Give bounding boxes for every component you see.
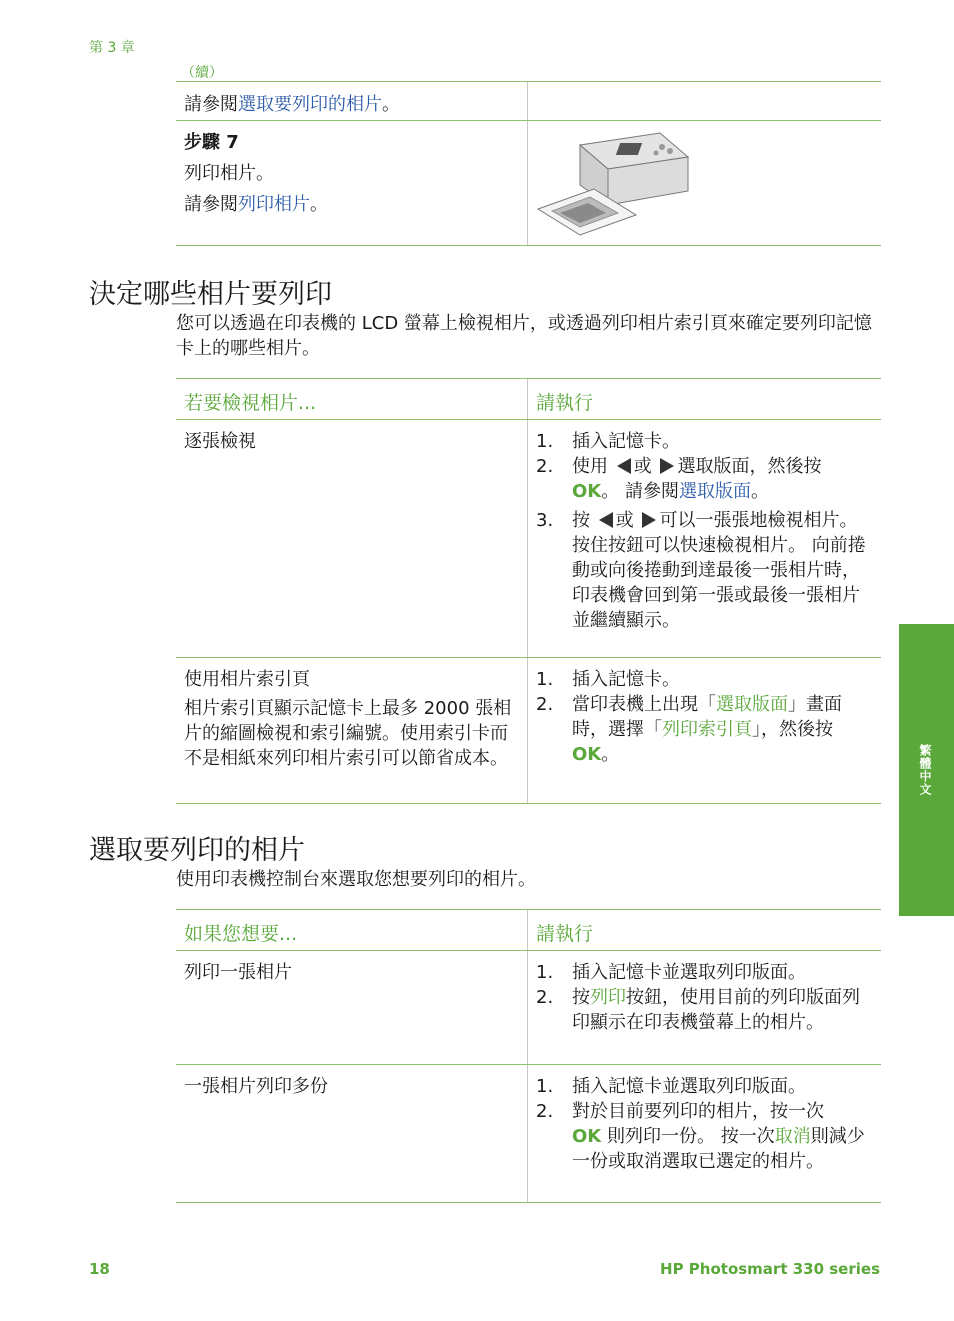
text-suffix: 。 bbox=[382, 94, 400, 115]
list-item: 2. 使用 或 選取版面，然後按 OK。 請參閱選取版面。 bbox=[536, 456, 822, 502]
step-text: 列印相片。 bbox=[184, 163, 274, 184]
steps-list bbox=[536, 960, 873, 1035]
header-cell-left: 若要檢視相片... bbox=[176, 379, 528, 419]
print-index-label: 列印索引頁 bbox=[662, 719, 752, 740]
header-cell-right: 請執行 bbox=[536, 392, 594, 414]
section-title-decide: 決定哪些相片要列印 bbox=[89, 279, 332, 310]
printer-illustration bbox=[532, 127, 692, 237]
select-photos-table bbox=[176, 909, 881, 1203]
header-cell-right: 請執行 bbox=[536, 923, 594, 945]
table-row bbox=[176, 951, 881, 1065]
text-prefix: 請參閱 bbox=[184, 94, 238, 115]
list-item: 1. 插入記憶卡並選取列印版面。 bbox=[536, 1076, 806, 1097]
language-label: 繁體中文 bbox=[918, 744, 932, 796]
list-item: 2. 對於目前要列印的相片，按一次 OK 則列印一份。 按一次取消則減少一份或取消選取已選定的相片。 bbox=[536, 1101, 865, 1172]
row-description: 相片索引頁顯示記憶卡上最多 2000 張相片的縮圖檢視和索引編號。使用索引卡而不是相紙來列印相片索引可以節省成本。 bbox=[184, 698, 512, 769]
text-prefix: 請參閱 bbox=[184, 194, 238, 215]
ok-button-label: OK bbox=[572, 481, 602, 502]
continued-label: （續） bbox=[181, 65, 223, 81]
link-print-photos[interactable]: 列印相片 bbox=[238, 194, 310, 215]
row-title: 逐張檢視 bbox=[184, 431, 256, 452]
list-item: 1. 插入記憶卡並選取列印版面。 bbox=[536, 962, 806, 983]
table-header-row bbox=[176, 909, 881, 951]
ok-button-label: OK bbox=[572, 744, 602, 765]
list-item: 1. 插入記憶卡。 bbox=[536, 669, 680, 690]
list-item: 1. 插入記憶卡。 bbox=[536, 431, 680, 452]
table-row bbox=[176, 420, 881, 658]
list-item: 2. 按列印按鈕，使用目前的列印版面列印顯示在印表機螢幕上的相片。 bbox=[536, 987, 860, 1033]
step-title: 步驟 7 bbox=[184, 132, 239, 153]
header-cell-left: 如果您想要... bbox=[176, 910, 528, 950]
cancel-button-label: 取消 bbox=[774, 1126, 811, 1147]
section-intro: 使用印表機控制台來選取您想要列印的相片。 bbox=[176, 869, 536, 890]
print-button-label: 列印 bbox=[590, 987, 626, 1008]
view-photos-table bbox=[176, 378, 881, 804]
row-title: 列印一張相片 bbox=[184, 962, 292, 983]
link-select-layout[interactable]: 選取版面 bbox=[678, 481, 751, 502]
right-arrow-icon bbox=[642, 512, 656, 528]
table-row bbox=[176, 81, 881, 121]
table-row bbox=[176, 121, 881, 246]
right-arrow-icon bbox=[660, 458, 674, 474]
steps-list bbox=[536, 667, 873, 767]
text-suffix: 。 bbox=[310, 194, 328, 215]
steps-list bbox=[536, 1074, 873, 1174]
steps-list bbox=[536, 429, 873, 633]
left-arrow-icon bbox=[617, 458, 631, 474]
language-side-tab bbox=[899, 624, 954, 916]
steps-table-continued bbox=[176, 81, 881, 246]
left-arrow-icon bbox=[599, 512, 613, 528]
link-select-photos[interactable]: 選取要列印的相片 bbox=[238, 94, 382, 115]
section-intro: 您可以透過在印表機的 LCD 螢幕上檢視相片，或透過列印相片索引頁來確定要列印記憶卡上的哪些相片。 bbox=[176, 313, 872, 359]
ok-button-label: OK bbox=[572, 1126, 602, 1147]
table-row bbox=[176, 658, 881, 804]
page-number: 18 bbox=[89, 1260, 110, 1278]
table-row bbox=[176, 1065, 881, 1203]
list-item: 2. 當印表機上出現「選取版面」畫面時，選擇「列印索引頁」，然後按 OK。 bbox=[536, 694, 842, 765]
section-title-select: 選取要列印的相片 bbox=[89, 835, 305, 866]
product-name: HP Photosmart 330 series bbox=[660, 1260, 880, 1278]
row-title: 使用相片索引頁 bbox=[184, 669, 310, 690]
list-item: 3. 按 或 可以一張張地檢視相片。 按住按鈕可以快速檢視相片。 向前捲動或向後捲動到達最後一張相片時，印表機會回到第一張或最後一張相片並繼續顯示。 bbox=[536, 510, 866, 631]
select-layout-label: 選取版面 bbox=[716, 694, 788, 715]
table-header-row bbox=[176, 378, 881, 420]
chapter-label: 第 3 章 bbox=[89, 40, 135, 56]
row-title: 一張相片列印多份 bbox=[184, 1076, 328, 1097]
